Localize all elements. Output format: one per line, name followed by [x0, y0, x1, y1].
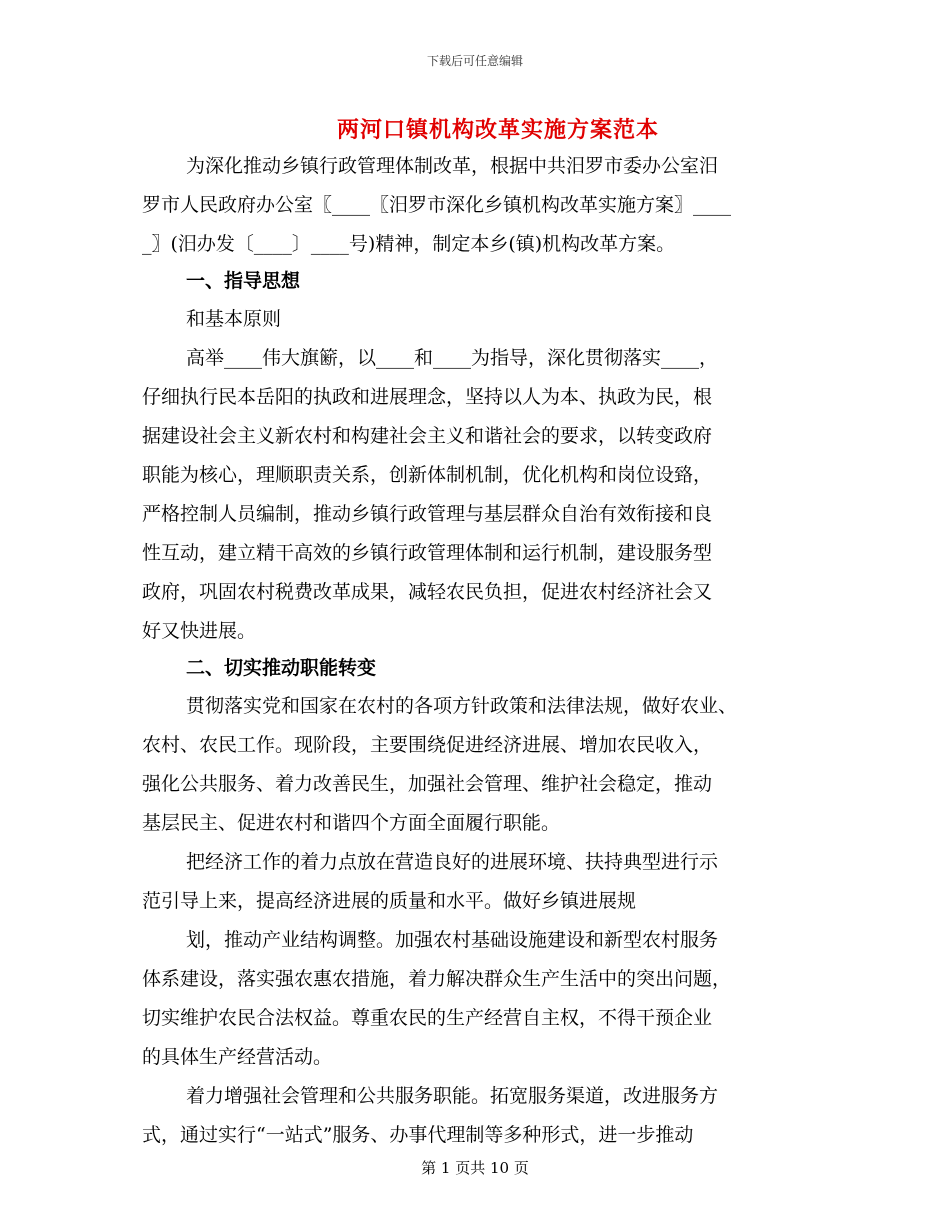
text-line: 把经济工作的着力点放在营造良好的进展环境、扶持典型进行示 — [186, 851, 719, 873]
text-line: 强化公共服务、着力改善民生，加强社会管理、维护社会稳定，推动 — [142, 773, 713, 795]
text-line: 切实维护农民合法权益。尊重农民的生产经营自主权，不得干预企业 — [142, 1007, 713, 1029]
text-line: 政府，巩固农村税费改革成果，减轻农民负担，促进农村经济社会又 — [142, 581, 713, 603]
text-line: 罗市人民政府办公室〖____〖汨罗市深化乡镇机构改革实施方案〗____ — [142, 194, 732, 216]
text-line: 范引导上来，提高经济进展的质量和水平。做好乡镇进展规 — [142, 890, 637, 912]
text-line: 高举____伟大旗簖，以____和____为指导，深化贯彻落实____， — [186, 347, 719, 369]
section-heading: 二、切实推动职能转变 — [186, 657, 377, 679]
text-line: 划，推动产业结构调整。加强农村基础设施建设和新型农村服务 — [186, 929, 719, 951]
page-number: 第 1 页共 10 页 — [421, 1159, 529, 1177]
text-line: 体系建设，落实强农惠农措施，着力解决群众生产生活中的突出问题， — [142, 968, 732, 990]
text-line: 基层民主、促进农村和谐四个方面全面履行职能。 — [142, 812, 561, 834]
text-line: 和基本原则 — [186, 308, 282, 330]
text-line: 严格控制人员编制，推动乡镇行政管理与基层群众自治有效衔接和良 — [142, 503, 713, 525]
text-line: 据建设社会主义新农村和构建社会主义和谐社会的要求，以转变政府 — [142, 425, 713, 447]
text-line: 的具体生产经营活动。 — [142, 1046, 333, 1068]
text-line: 职能为核心，理顺职责关系，创新体制机制，优化机构和岗位设臵， — [142, 464, 713, 486]
text-line: 贯彻落实党和国家在农村的各项方针政策和法律法规，做好农业、 — [186, 695, 738, 717]
text-line: 性互动，建立精干高效的乡镇行政管理体制和运行机制，建设服务型 — [142, 542, 713, 564]
section-heading: 一、指导思想 — [186, 270, 301, 292]
text-line: 着力增强社会管理和公共服务职能。拓宽服务渠道，改进服务方 — [186, 1085, 719, 1107]
text-line: 农村、农民工作。现阶段，主要围绕促进经济进展、增加农民收入， — [142, 734, 713, 756]
text-line: _〗(汨办发〔____〕____号)精神，制定本乡(镇)机构改革方案。 — [142, 233, 676, 255]
text-line: 式，通过实行“一站式”服务、办事代理制等多种形式，进一步推动 — [142, 1124, 694, 1146]
text-line: 好又快进展。 — [142, 620, 257, 642]
document-title: 两河口镇机构改革实施方案范本 — [336, 117, 659, 143]
text-line: 为深化推动乡镇行政管理体制改革，根据中共汨罗市委办公室汨 — [186, 155, 719, 177]
page-header: 下载后可任意编辑 — [426, 54, 523, 68]
text-line: 仔细执行民本岳阳的执政和进展理念，坚持以人为本、执政为民，根 — [142, 386, 713, 408]
